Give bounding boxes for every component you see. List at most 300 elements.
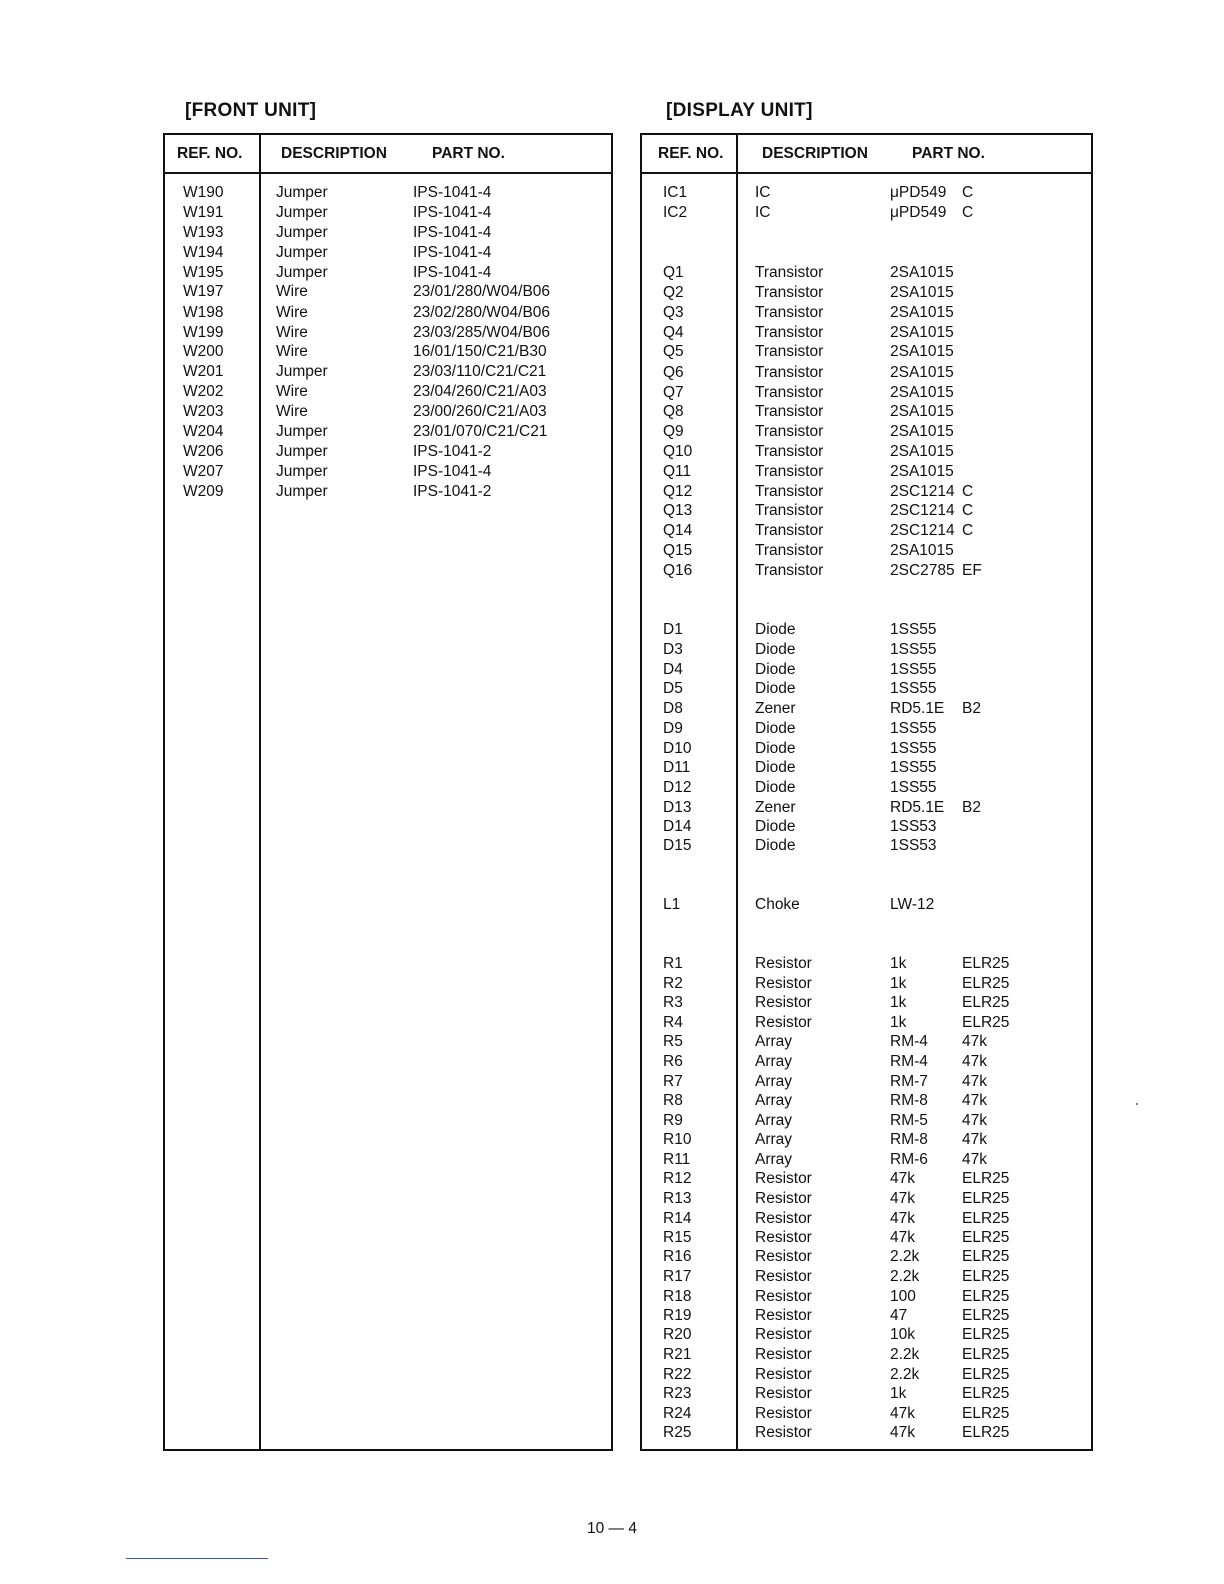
- table-row: [642, 422, 1091, 442]
- table-row: [642, 758, 1091, 778]
- ref-no-cell: Q9: [663, 423, 684, 440]
- part-no-cell: 1SS55: [890, 779, 937, 796]
- part-no-cell: IPS-1041-4: [413, 184, 492, 201]
- part-no-cell: 47k: [890, 1170, 915, 1187]
- table-row: [642, 383, 1091, 403]
- ref-no-cell: W201: [183, 363, 224, 380]
- table-row: [642, 303, 1091, 323]
- description-cell: Jumper: [276, 244, 328, 261]
- ref-no-cell: D9: [663, 720, 683, 737]
- ref-no-cell: D10: [663, 740, 692, 757]
- table-row: [165, 422, 611, 442]
- table-row: [642, 283, 1091, 303]
- part-no-cell: 47k: [890, 1210, 915, 1227]
- part-no-suffix-cell: C: [962, 483, 974, 500]
- description-cell: Wire: [276, 283, 308, 300]
- description-cell: Array: [755, 1033, 793, 1050]
- table-row: [165, 382, 611, 402]
- footer-rule: [126, 1558, 268, 1559]
- ref-no-cell: R5: [663, 1033, 683, 1050]
- ref-no-cell: W206: [183, 443, 224, 460]
- part-no-cell: 23/04/260/C21/A03: [413, 383, 547, 400]
- page-number: 10 — 4: [587, 1520, 637, 1537]
- table-row: [642, 1169, 1091, 1189]
- part-no-cell: RD5.1E: [890, 799, 945, 816]
- table-row: [642, 1345, 1091, 1365]
- table-row: [642, 203, 1091, 223]
- part-no-cell: 2SA1015: [890, 542, 954, 559]
- part-no-cell: IPS-1041-4: [413, 463, 492, 480]
- description-cell: Choke: [755, 896, 800, 913]
- part-no-suffix-cell: B2: [962, 799, 981, 816]
- ref-no-cell: Q14: [663, 522, 693, 539]
- ref-no-cell: R14: [663, 1210, 692, 1227]
- ref-no-cell: W191: [183, 204, 224, 221]
- table-row: [642, 993, 1091, 1013]
- ref-no-cell: R24: [663, 1405, 692, 1422]
- table-body: [642, 174, 1091, 1449]
- part-no-suffix-cell: ELR25: [962, 994, 1010, 1011]
- ref-no-cell: W194: [183, 244, 224, 261]
- header-part-no: PART NO.: [432, 145, 505, 162]
- part-no-suffix-cell: C: [962, 522, 974, 539]
- part-no-cell: IPS-1041-4: [413, 224, 492, 241]
- table-row: [642, 1111, 1091, 1131]
- description-cell: Diode: [755, 740, 796, 757]
- table-row: [642, 895, 1091, 915]
- header-description: DESCRIPTION: [762, 145, 868, 162]
- part-no-cell: RM-5: [890, 1112, 928, 1129]
- table-row: [642, 660, 1091, 680]
- table-row: [642, 620, 1091, 640]
- part-no-suffix-cell: ELR25: [962, 975, 1010, 992]
- part-no-suffix-cell: ELR25: [962, 1307, 1010, 1324]
- part-no-cell: 23/01/280/W04/B06: [413, 283, 551, 300]
- ref-no-cell: D13: [663, 799, 692, 816]
- part-no-suffix-cell: ELR25: [962, 1170, 1010, 1187]
- part-no-cell: 2SA1015: [890, 463, 954, 480]
- part-no-suffix-cell: ELR25: [962, 1405, 1010, 1422]
- part-no-suffix-cell: 47k: [962, 1151, 987, 1168]
- table-row: [165, 203, 611, 223]
- part-no-suffix-cell: ELR25: [962, 1229, 1010, 1246]
- description-cell: Resistor: [755, 1326, 812, 1343]
- table-header: [165, 135, 611, 174]
- part-no-suffix-cell: ELR25: [962, 1366, 1010, 1383]
- part-no-cell: 23/03/110/C21/C21: [413, 363, 547, 380]
- header-description: DESCRIPTION: [281, 145, 387, 162]
- ref-no-cell: W209: [183, 483, 224, 500]
- ref-no-cell: D5: [663, 680, 683, 697]
- part-no-suffix-cell: ELR25: [962, 1248, 1010, 1265]
- table-row: [642, 323, 1091, 343]
- description-cell: Transistor: [755, 463, 824, 480]
- description-cell: Resistor: [755, 1424, 812, 1441]
- ref-no-cell: IC2: [663, 204, 688, 221]
- part-no-cell: 1k: [890, 1014, 907, 1031]
- part-no-suffix-cell: ELR25: [962, 1326, 1010, 1343]
- table-row: [642, 1032, 1091, 1052]
- ref-no-cell: R12: [663, 1170, 692, 1187]
- part-no-cell: IPS-1041-4: [413, 264, 492, 281]
- part-no-cell: 2SA1015: [890, 384, 954, 401]
- description-cell: Transistor: [755, 522, 824, 539]
- description-cell: Resistor: [755, 1229, 812, 1246]
- description-cell: Diode: [755, 680, 796, 697]
- ref-no-cell: D11: [663, 759, 691, 776]
- table-row: [165, 362, 611, 382]
- description-cell: Transistor: [755, 324, 824, 341]
- ref-no-cell: D4: [663, 661, 683, 678]
- table-row: [642, 541, 1091, 561]
- table-row: [165, 402, 611, 422]
- part-no-suffix-cell: C: [962, 184, 974, 201]
- description-cell: Wire: [276, 343, 308, 360]
- part-no-cell: 1k: [890, 955, 907, 972]
- description-cell: Zener: [755, 799, 796, 816]
- description-cell: Transistor: [755, 483, 824, 500]
- description-cell: Resistor: [755, 1190, 812, 1207]
- part-no-cell: RD5.1E: [890, 700, 945, 717]
- ref-no-cell: D1: [663, 621, 683, 638]
- description-cell: Resistor: [755, 1405, 812, 1422]
- table-row: [642, 342, 1091, 362]
- description-cell: Diode: [755, 661, 796, 678]
- part-no-suffix-cell: 47k: [962, 1073, 987, 1090]
- description-cell: Transistor: [755, 562, 824, 579]
- description-cell: Resistor: [755, 1014, 812, 1031]
- table-body: [165, 174, 611, 1449]
- description-cell: Transistor: [755, 343, 824, 360]
- part-no-cell: 2SC1214: [890, 502, 955, 519]
- description-cell: Array: [755, 1092, 793, 1109]
- description-cell: Transistor: [755, 423, 824, 440]
- part-no-suffix-cell: 47k: [962, 1033, 987, 1050]
- description-cell: Resistor: [755, 1366, 812, 1383]
- table-row: [165, 442, 611, 462]
- ref-no-cell: R20: [663, 1326, 692, 1343]
- part-no-cell: 2SA1015: [890, 343, 954, 360]
- part-no-cell: 2SC1214: [890, 522, 955, 539]
- ref-no-cell: R25: [663, 1424, 692, 1441]
- table-row: [642, 1228, 1091, 1248]
- description-cell: Wire: [276, 383, 308, 400]
- part-no-cell: μPD549: [890, 184, 947, 201]
- part-no-cell: 2SA1015: [890, 443, 954, 460]
- description-cell: Array: [755, 1112, 793, 1129]
- part-no-cell: 2SC1214: [890, 483, 955, 500]
- ref-no-cell: R18: [663, 1288, 692, 1305]
- description-cell: Jumper: [276, 184, 328, 201]
- table-row: [642, 836, 1091, 856]
- part-no-cell: RM-8: [890, 1131, 928, 1148]
- table-row: [642, 1287, 1091, 1307]
- part-no-cell: RM-7: [890, 1073, 928, 1090]
- ref-no-cell: D12: [663, 779, 692, 796]
- description-cell: Resistor: [755, 1288, 812, 1305]
- ref-no-cell: W200: [183, 343, 224, 360]
- description-cell: Array: [755, 1053, 793, 1070]
- table-row: [642, 462, 1091, 482]
- part-no-cell: 47k: [890, 1405, 915, 1422]
- ref-no-cell: W190: [183, 184, 224, 201]
- part-no-cell: μPD549: [890, 204, 947, 221]
- part-no-suffix-cell: ELR25: [962, 955, 1010, 972]
- table-row: [642, 817, 1091, 837]
- ref-no-cell: R16: [663, 1248, 692, 1265]
- part-no-cell: RM-6: [890, 1151, 928, 1168]
- description-cell: Jumper: [276, 204, 328, 221]
- table-row: [642, 442, 1091, 462]
- ref-no-cell: Q15: [663, 542, 693, 559]
- part-no-suffix-cell: EF: [962, 562, 982, 579]
- description-cell: Jumper: [276, 423, 328, 440]
- front-unit-title: [FRONT UNIT]: [185, 100, 317, 121]
- description-cell: Transistor: [755, 502, 824, 519]
- part-no-suffix-cell: 47k: [962, 1053, 987, 1070]
- ref-no-cell: W195: [183, 264, 224, 281]
- table-row: [642, 954, 1091, 974]
- ref-no-cell: Q8: [663, 403, 684, 420]
- part-no-cell: 23/03/285/W04/B06: [413, 324, 551, 341]
- table-row: [642, 1013, 1091, 1033]
- part-no-cell: 2.2k: [890, 1366, 920, 1383]
- table-row: [165, 282, 611, 302]
- part-no-cell: 47k: [890, 1229, 915, 1246]
- description-cell: Resistor: [755, 1170, 812, 1187]
- table-row: [642, 183, 1091, 203]
- table-row: [642, 1130, 1091, 1150]
- ref-no-cell: R21: [663, 1346, 692, 1363]
- ref-no-cell: R8: [663, 1092, 683, 1109]
- ref-no-cell: L1: [663, 896, 681, 913]
- ref-no-cell: R15: [663, 1229, 692, 1246]
- table-row: [165, 263, 611, 283]
- ref-no-cell: Q4: [663, 324, 684, 341]
- ref-no-cell: Q5: [663, 343, 684, 360]
- table-row: [165, 183, 611, 203]
- description-cell: IC: [755, 184, 771, 201]
- ref-no-cell: W202: [183, 383, 224, 400]
- ref-no-cell: W204: [183, 423, 224, 440]
- ref-no-cell: W199: [183, 324, 224, 341]
- ref-no-cell: R19: [663, 1307, 692, 1324]
- description-cell: Wire: [276, 403, 308, 420]
- part-no-cell: 2.2k: [890, 1248, 920, 1265]
- display-unit-table: [640, 133, 1093, 1451]
- part-no-cell: 1k: [890, 994, 907, 1011]
- part-no-suffix-cell: ELR25: [962, 1210, 1010, 1227]
- table-row: [642, 402, 1091, 422]
- part-no-cell: 2SA1015: [890, 264, 954, 281]
- part-no-suffix-cell: ELR25: [962, 1288, 1010, 1305]
- ref-no-cell: D14: [663, 818, 692, 835]
- ref-no-cell: R4: [663, 1014, 683, 1031]
- header-ref-no: REF. NO.: [177, 145, 243, 162]
- description-cell: Array: [755, 1151, 793, 1168]
- ref-no-cell: Q16: [663, 562, 693, 579]
- description-cell: Jumper: [276, 363, 328, 380]
- description-cell: Transistor: [755, 542, 824, 559]
- part-no-cell: 47: [890, 1307, 908, 1324]
- display-unit-title: [DISPLAY UNIT]: [666, 100, 813, 121]
- table-row: [642, 521, 1091, 541]
- description-cell: Array: [755, 1073, 793, 1090]
- part-no-suffix-cell: B2: [962, 700, 981, 717]
- part-no-cell: 2SA1015: [890, 284, 954, 301]
- part-no-cell: 1SS55: [890, 621, 937, 638]
- ref-no-cell: Q3: [663, 304, 684, 321]
- description-cell: Resistor: [755, 1307, 812, 1324]
- description-cell: Resistor: [755, 1385, 812, 1402]
- table-row: [642, 719, 1091, 739]
- description-cell: Diode: [755, 818, 796, 835]
- table-row: [642, 1306, 1091, 1326]
- ref-no-cell: R17: [663, 1268, 692, 1285]
- part-no-cell: 23/02/280/W04/B06: [413, 304, 551, 321]
- description-cell: Array: [755, 1131, 793, 1148]
- description-cell: Resistor: [755, 1346, 812, 1363]
- table-row: [165, 462, 611, 482]
- table-row: [642, 699, 1091, 719]
- table-row: [642, 1150, 1091, 1170]
- description-cell: Transistor: [755, 264, 824, 281]
- ref-no-cell: D3: [663, 641, 683, 658]
- ref-no-cell: R9: [663, 1112, 683, 1129]
- table-row: [642, 1325, 1091, 1345]
- header-part-no: PART NO.: [912, 145, 985, 162]
- stray-mark: [1136, 1103, 1138, 1105]
- part-no-cell: 2SC2785: [890, 562, 955, 579]
- part-no-suffix-cell: ELR25: [962, 1346, 1010, 1363]
- ref-no-cell: R3: [663, 994, 683, 1011]
- part-no-cell: IPS-1041-2: [413, 443, 492, 460]
- part-no-cell: 1k: [890, 975, 907, 992]
- part-no-cell: 1k: [890, 1385, 907, 1402]
- ref-no-cell: Q11: [663, 463, 692, 480]
- part-no-suffix-cell: ELR25: [962, 1190, 1010, 1207]
- part-no-cell: 1SS53: [890, 837, 937, 854]
- table-row: [165, 243, 611, 263]
- part-no-suffix-cell: 47k: [962, 1092, 987, 1109]
- table-row: [642, 1365, 1091, 1385]
- table-row: [642, 1247, 1091, 1267]
- table-row: [642, 363, 1091, 383]
- ref-no-cell: W207: [183, 463, 224, 480]
- ref-no-cell: Q10: [663, 443, 693, 460]
- description-cell: Resistor: [755, 994, 812, 1011]
- part-no-suffix-cell: ELR25: [962, 1014, 1010, 1031]
- part-no-cell: 1SS55: [890, 759, 937, 776]
- ref-no-cell: R2: [663, 975, 683, 992]
- description-cell: Resistor: [755, 1268, 812, 1285]
- description-cell: Transistor: [755, 304, 824, 321]
- part-no-cell: 1SS55: [890, 720, 937, 737]
- table-header: [642, 135, 1091, 174]
- description-cell: Transistor: [755, 443, 824, 460]
- description-cell: Transistor: [755, 384, 824, 401]
- part-no-suffix-cell: ELR25: [962, 1385, 1010, 1402]
- part-no-cell: 2SA1015: [890, 364, 954, 381]
- description-cell: Jumper: [276, 264, 328, 281]
- table-row: [642, 640, 1091, 660]
- ref-no-cell: D8: [663, 700, 683, 717]
- ref-no-cell: R13: [663, 1190, 692, 1207]
- table-row: [642, 1052, 1091, 1072]
- front-unit-table: [163, 133, 613, 1451]
- description-cell: Jumper: [276, 224, 328, 241]
- description-cell: Transistor: [755, 284, 824, 301]
- ref-no-cell: W203: [183, 403, 224, 420]
- table-row: [642, 1209, 1091, 1229]
- table-row: [642, 1404, 1091, 1424]
- description-cell: Resistor: [755, 1210, 812, 1227]
- description-cell: Diode: [755, 720, 796, 737]
- table-row: [165, 342, 611, 362]
- table-row: [642, 561, 1091, 581]
- part-no-cell: 23/01/070/C21/C21: [413, 423, 548, 440]
- description-cell: Zener: [755, 700, 796, 717]
- table-row: [642, 778, 1091, 798]
- table-row: [642, 501, 1091, 521]
- part-no-suffix-cell: C: [962, 502, 974, 519]
- part-no-suffix-cell: C: [962, 204, 974, 221]
- table-row: [642, 974, 1091, 994]
- table-row: [642, 739, 1091, 759]
- ref-no-cell: R11: [663, 1151, 691, 1168]
- part-no-cell: 1SS55: [890, 641, 937, 658]
- part-no-cell: 10k: [890, 1326, 915, 1343]
- table-row: [642, 1267, 1091, 1287]
- ref-no-cell: Q13: [663, 502, 693, 519]
- description-cell: Jumper: [276, 443, 328, 460]
- part-no-cell: 2SA1015: [890, 304, 954, 321]
- description-cell: Jumper: [276, 463, 328, 480]
- ref-no-cell: W197: [183, 283, 224, 300]
- part-no-cell: RM-4: [890, 1033, 928, 1050]
- ref-no-cell: Q7: [663, 384, 684, 401]
- part-no-cell: 100: [890, 1288, 916, 1305]
- part-no-cell: IPS-1041-4: [413, 204, 492, 221]
- description-cell: Diode: [755, 641, 796, 658]
- description-cell: Transistor: [755, 403, 824, 420]
- part-no-cell: 1SS55: [890, 740, 937, 757]
- table-row: [165, 303, 611, 323]
- part-no-cell: 2SA1015: [890, 324, 954, 341]
- part-no-cell: 47k: [890, 1424, 915, 1441]
- description-cell: Resistor: [755, 975, 812, 992]
- table-row: [642, 1423, 1091, 1443]
- description-cell: Diode: [755, 621, 796, 638]
- table-row: [642, 798, 1091, 818]
- table-row: [642, 1384, 1091, 1404]
- part-no-cell: 1SS53: [890, 818, 937, 835]
- table-row: [642, 1189, 1091, 1209]
- ref-no-cell: W193: [183, 224, 224, 241]
- ref-no-cell: Q2: [663, 284, 684, 301]
- part-no-cell: 2SA1015: [890, 423, 954, 440]
- table-row: [165, 223, 611, 243]
- ref-no-cell: Q12: [663, 483, 693, 500]
- part-no-cell: 23/00/260/C21/A03: [413, 403, 547, 420]
- ref-no-cell: R1: [663, 955, 683, 972]
- description-cell: Diode: [755, 759, 796, 776]
- ref-no-cell: D15: [663, 837, 692, 854]
- ref-no-cell: IC1: [663, 184, 688, 201]
- ref-no-cell: R22: [663, 1366, 692, 1383]
- table-row: [642, 263, 1091, 283]
- part-no-cell: RM-4: [890, 1053, 928, 1070]
